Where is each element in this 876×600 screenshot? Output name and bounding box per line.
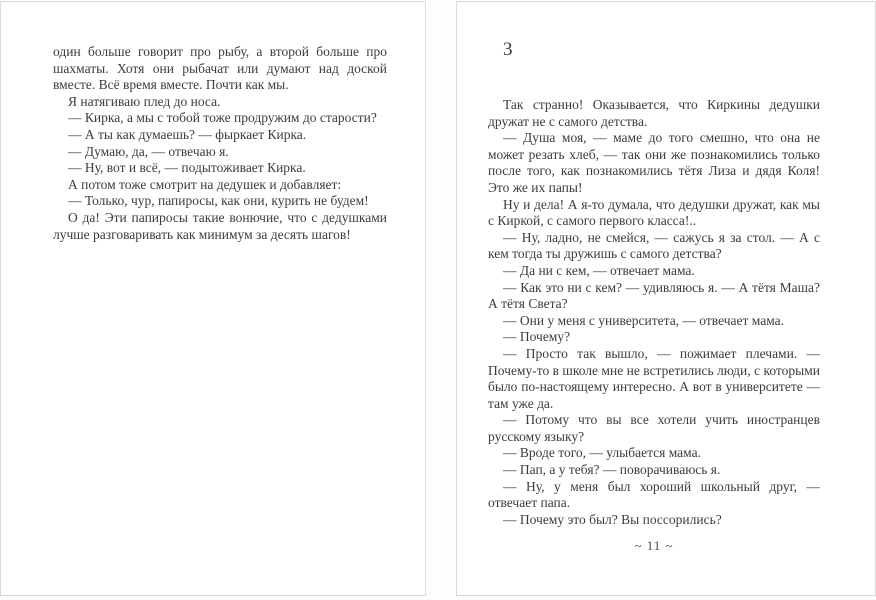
paragraph: — Только, чур, папиросы, как они, курить не будем!	[68, 193, 369, 209]
right-page-paragraphs	[488, 97, 820, 528]
paragraph: — Как это ни с кем? — удивляюсь я. — А тётя Маша? А тётя Света?	[488, 279, 820, 312]
left-page-text	[1, 2, 425, 243]
paragraph: Я натягиваю плед до носа.	[68, 93, 221, 109]
paragraph: — Душа моя, — маме до того смешно, что она не может резать хлеб, — так они же познакомились только после того, как познакомились тётя Лиза и дядя Коля! Это же их папы!	[488, 130, 820, 195]
paragraph: — Ну, ладно, не смейся, — сажусь я за стол. — А с кем тогда ты дружишь с самого детства?	[488, 229, 820, 262]
paragraph: — Пап, а у тебя? — поворачиваюсь я.	[503, 462, 721, 478]
paragraph: Ну и дела! А я-то думала, что дедушки дружат, как мы с Киркой, с самого первого класса!..	[488, 196, 820, 229]
paragraph: — Почему?	[503, 329, 571, 345]
paragraph: — Почему это был? Вы поссорились?	[503, 511, 722, 527]
paragraph: — Ну, у меня был хороший школьный друг, — отвечает папа.	[488, 478, 820, 511]
page-number: ~ 11 ~	[634, 538, 674, 553]
paragraph: — Они у меня с университета, — отвечает мама.	[503, 312, 785, 328]
paragraph: — Думаю, да, — отвечаю я.	[68, 143, 229, 159]
right-page	[456, 1, 876, 596]
paragraph: О да! Эти папиросы такие вонючие, что с дедушками лучше разговаривать как минимум за десять шагов!	[53, 209, 387, 242]
paragraph: Так странно! Оказывается, что Киркины дедушки дружат не с самого детства.	[488, 97, 820, 129]
paragraph: — Да ни с кем, — отвечает мама.	[503, 262, 695, 278]
chapter-number: 3	[503, 39, 513, 60]
paragraph: — А ты как думаешь? — фыркает Кирка.	[68, 126, 307, 142]
paragraph: — Ну, вот и всё, — подытоживает Кирка.	[68, 160, 306, 176]
right-page-text	[457, 2, 875, 528]
paragraph: — Просто так вышло, — пожимает плечами. — Почему-то в школе мне не встретились люди, с которыми было по-настоящему интересно. А вот в университете — там уже да.	[488, 345, 820, 411]
paragraph: — Потому что вы все хотели учить иностранцев русскому языку?	[488, 412, 820, 444]
left-page	[0, 1, 426, 596]
paragraph: один больше говорит про рыбу, а второй больше про шахматы. Хотя они рыбачат или думают над доской вместе. Всё время вместе. Почти как мы.	[53, 44, 387, 93]
paragraph: — Вроде того, — улыбается мама.	[503, 445, 701, 461]
paragraph: — Кирка, а мы с тобой тоже продружим до старости?	[68, 110, 377, 126]
paragraph: А потом тоже смотрит на дедушек и добавляет:	[68, 176, 342, 192]
